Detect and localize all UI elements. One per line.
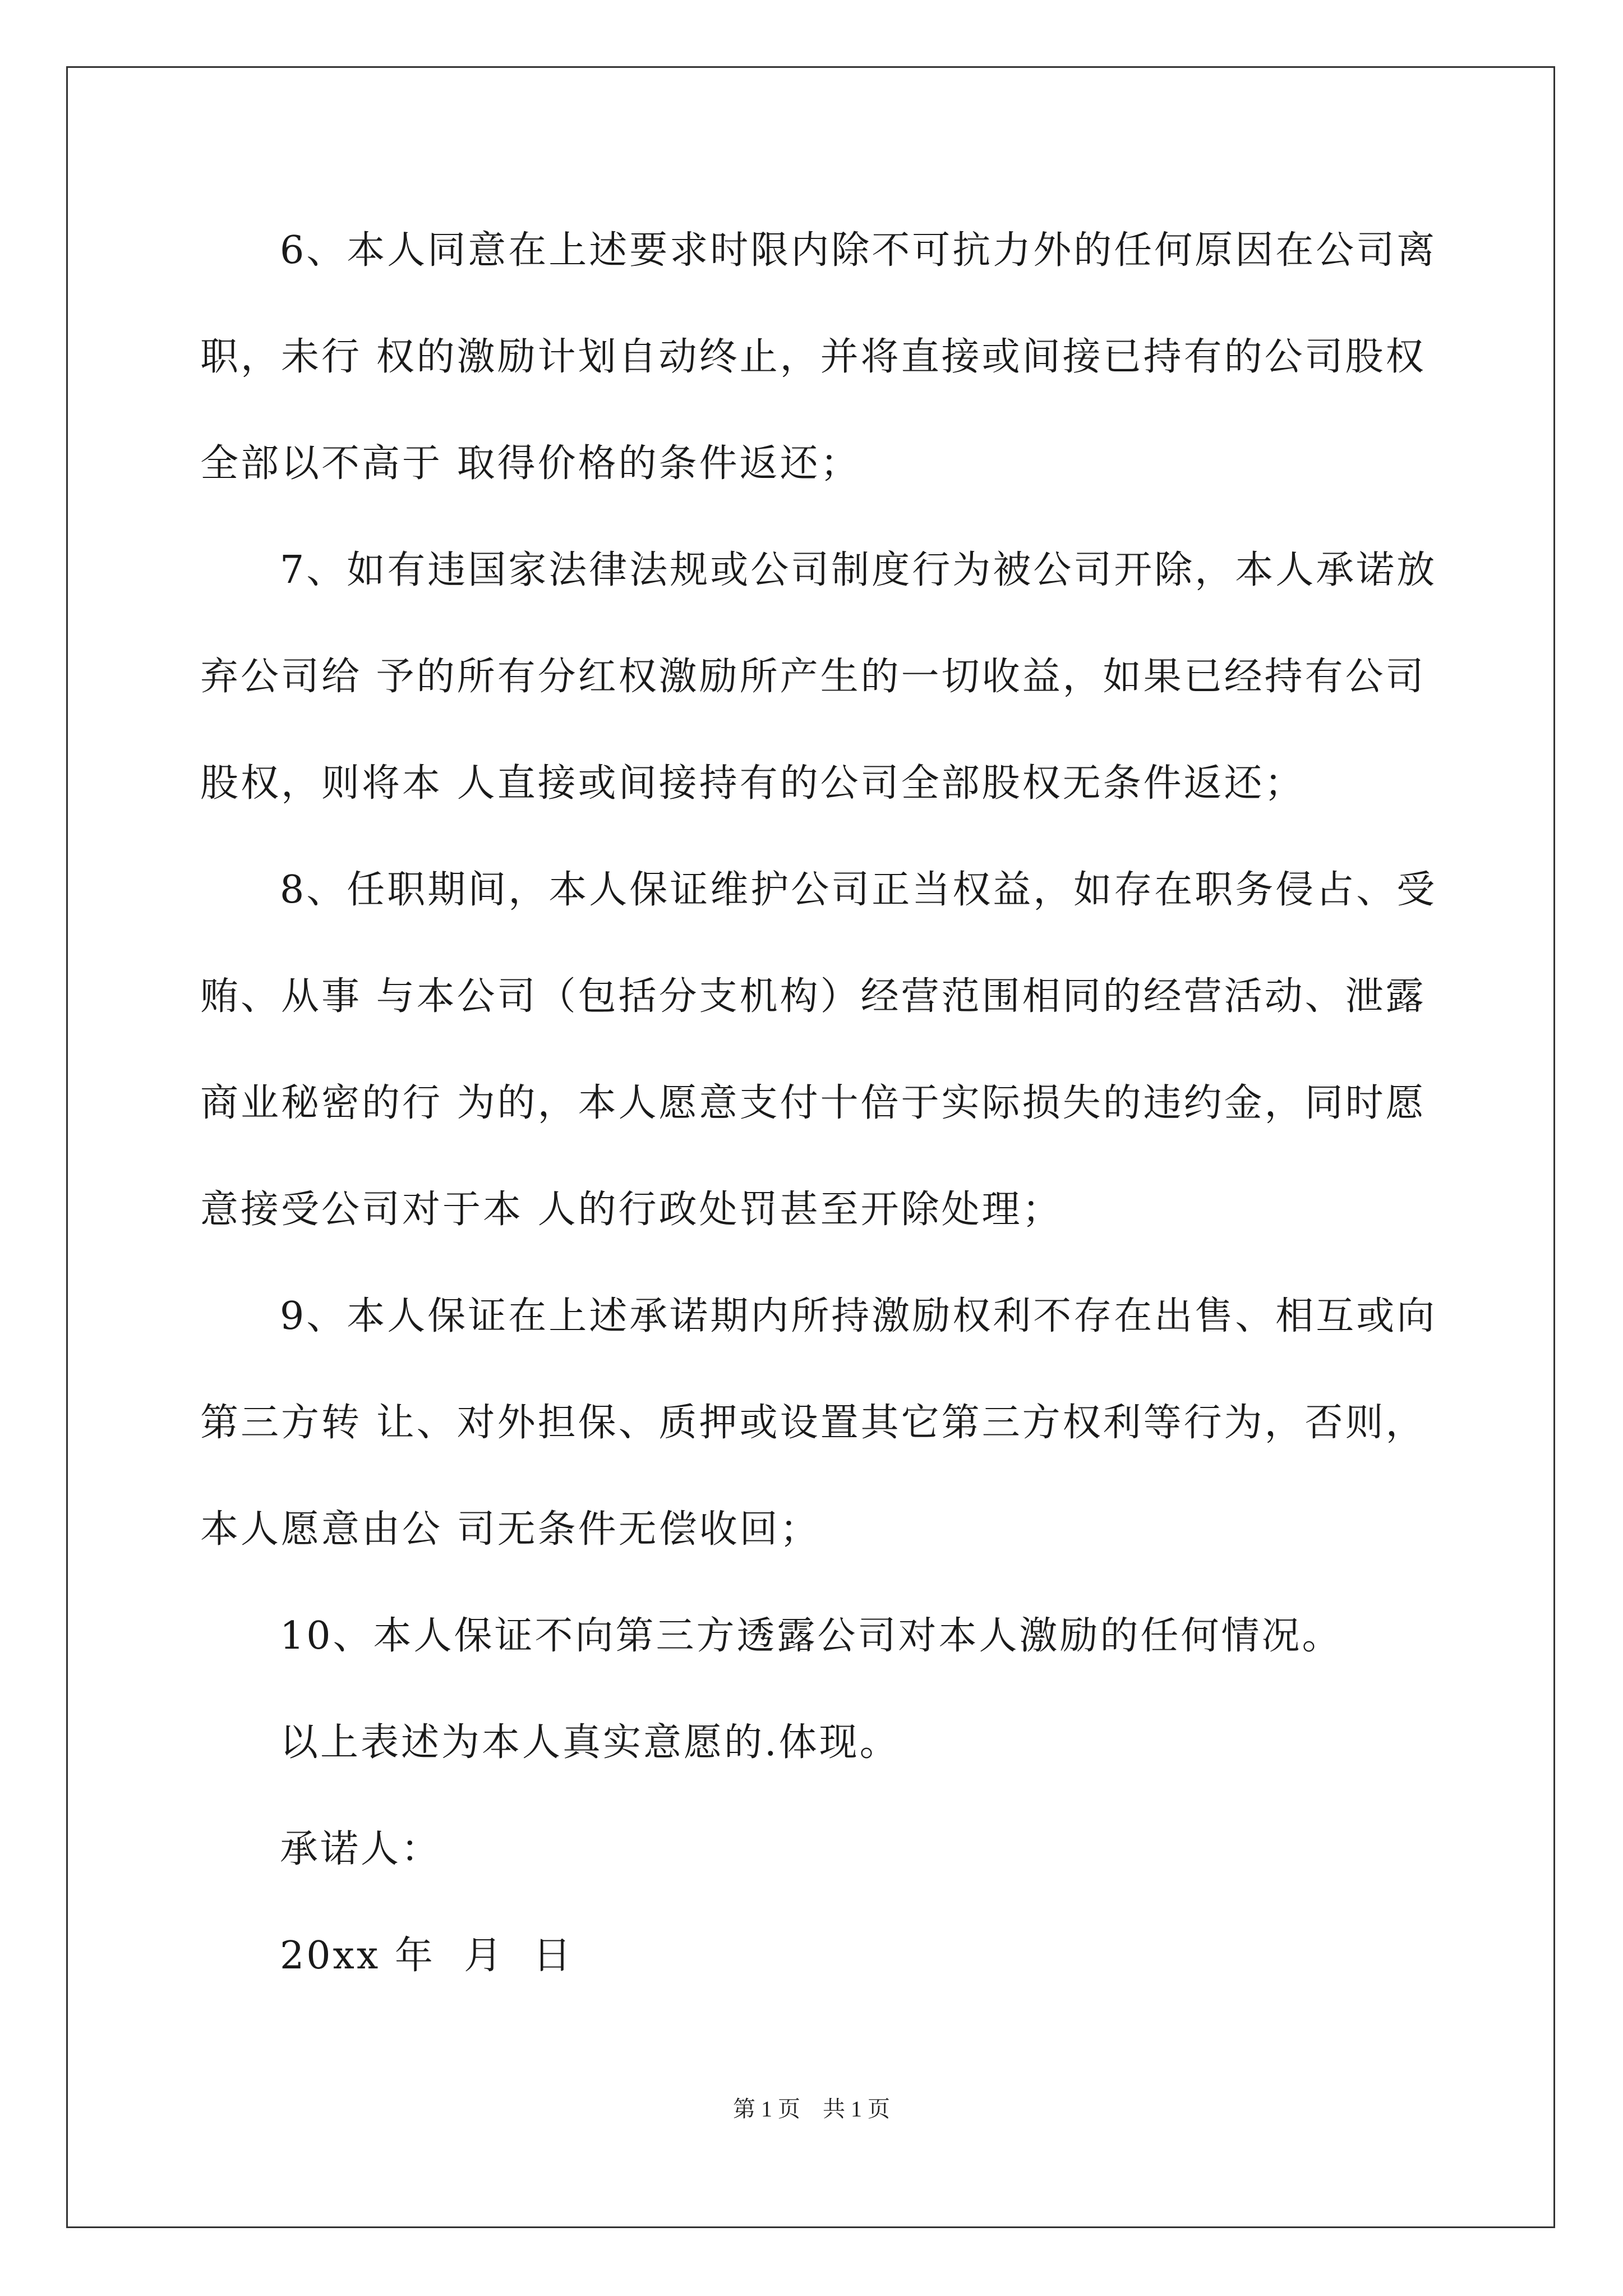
paragraph-10-line-1: 10、本人保证不向第三方透露公司对本人激励的任何情况。 — [280, 1614, 1343, 1658]
paragraph-9-line-2: 第三方转 让、对外担保、质押或设置其它第三方权利等行为，否则， — [200, 1401, 1426, 1445]
paragraph-6-line-1: 6、本人同意在上述要求时限内除不可抗力外的任何原因在公司离 — [280, 228, 1437, 273]
date-line: 20xx 年 月 日 — [280, 1934, 574, 1978]
paragraph-9-line-3: 本人愿意由公 司无条件无偿收回； — [200, 1507, 820, 1552]
paragraph-8-line-4: 意接受公司对于本 人的行政处罚甚至开除处理； — [200, 1188, 1063, 1232]
paragraph-9-line-1: 9、本人保证在上述承诺期内所持激励权利不存在出售、相互或向 — [280, 1294, 1437, 1338]
closing-statement: 以上表述为本人真实意愿的.体现。 — [280, 1720, 900, 1765]
signatory-label: 承诺人： — [280, 1827, 442, 1871]
paragraph-6-line-2: 职，未行 权的激励计划自动终止，并将直接或间接已持有的公司股权 — [200, 335, 1426, 379]
paragraph-8-line-2: 贿、从事 与本公司（包括分支机构）经营范围相同的经营活动、泄露 — [200, 974, 1426, 1019]
paragraph-8-line-1: 8、任职期间，本人保证维护公司正当权益，如存在职务侵占、受 — [280, 868, 1437, 912]
paragraph-6-line-3: 全部以不高于 取得价格的条件返还； — [200, 441, 861, 486]
paragraph-8-line-3: 商业秘密的行 为的，本人愿意支付十倍于实际损失的违约金，同时愿 — [200, 1081, 1426, 1125]
page-border — [66, 66, 1555, 2228]
paragraph-7-line-2: 弃公司给 予的所有分红权激励所产生的一切收益，如果已经持有公司 — [200, 655, 1426, 699]
paragraph-7-line-3: 股权，则将本 人直接或间接持有的公司全部股权无条件返还； — [200, 761, 1305, 806]
paragraph-7-line-1: 7、如有违国家法律法规或公司制度行为被公司开除，本人承诺放 — [280, 548, 1437, 592]
page-number-footer: 第 1 页 共 1 页 — [733, 2096, 890, 2122]
